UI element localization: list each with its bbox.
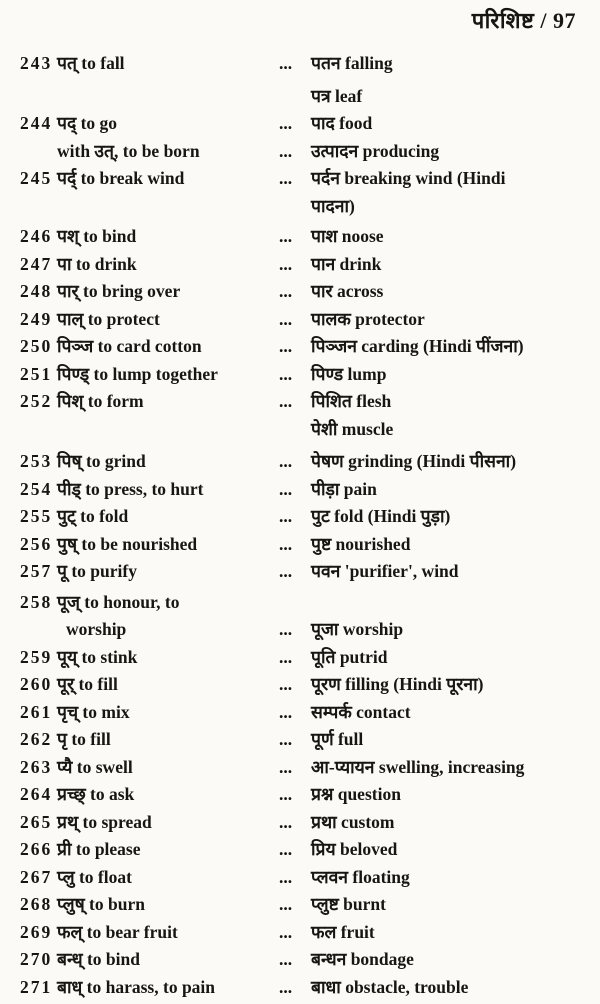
ellipsis-separator: ...: [279, 53, 293, 73]
entry-row: [20, 448, 594, 476]
entry-derived-word: प्लवन floating: [311, 866, 410, 887]
ellipsis-separator: ...: [279, 839, 293, 859]
entry-row: [20, 361, 594, 389]
entry-row: [20, 754, 594, 782]
entry-row: [20, 333, 594, 361]
entry-row: [20, 671, 594, 699]
entry-row: [20, 946, 594, 974]
entry-root-meaning: पत् to fall: [57, 53, 125, 73]
ellipsis-separator: ...: [279, 140, 293, 161]
entry-derived-word: [309, 589, 594, 617]
entry-root-meaning: पूज् to honour, to: [57, 591, 180, 612]
entry-number: 245: [20, 168, 53, 188]
ellipsis-separator: ...: [279, 226, 293, 246]
entry-derived-word: बाधा obstacle, trouble: [311, 976, 469, 997]
entry-number: 243: [20, 53, 53, 73]
entry-root-meaning: प्री to please: [57, 839, 141, 859]
entry-derived-word: पुट fold (Hindi पुड़ा): [311, 506, 451, 526]
ellipsis-separator: ...: [279, 784, 293, 804]
entry-number: [20, 616, 57, 644]
entry-number: 250: [20, 336, 53, 356]
entry-number: 262: [20, 729, 53, 749]
entry-root-meaning: पश् to bind: [57, 226, 137, 246]
entry-derived-word: पत्र leaf: [311, 85, 363, 106]
entry-root-meaning: प्लु to float: [57, 866, 132, 887]
ellipsis-separator: ...: [279, 976, 293, 997]
ellipsis-separator: ...: [279, 281, 293, 301]
entry-derived-word: पूजा worship: [311, 619, 404, 639]
ellipsis-separator: ...: [279, 391, 293, 411]
entry-root-meaning: पाल् to protect: [57, 308, 160, 329]
entry-root-meaning: पू to purify: [57, 561, 137, 581]
entry-row: [20, 503, 594, 531]
ellipsis-separator: ...: [279, 168, 293, 188]
entry-root-meaning: बाध् to harass, to pain: [57, 976, 216, 997]
entry-derived-word: पेषण grinding (Hindi पीसना): [311, 451, 517, 471]
entry-root-meaning: पीड् to press, to hurt: [57, 478, 204, 499]
entry-row: [20, 223, 594, 251]
ellipsis-separator: ...: [279, 533, 293, 554]
entry-derived-word: पवन 'purifier', wind: [311, 561, 459, 581]
entry-row: [20, 110, 594, 138]
entry-number: 264: [20, 784, 53, 804]
entry-root-meaning: with उत्, to be born: [57, 140, 200, 161]
entry-row: [20, 83, 594, 111]
entry-row: [20, 251, 594, 279]
entry-derived-word: पादना): [311, 195, 355, 216]
entry-row: [20, 919, 594, 947]
entry-derived-word: पार across: [311, 281, 384, 301]
entry-root-meaning: पिञ्ज to card cotton: [57, 336, 202, 356]
entry-root-meaning: बन्ध् to bind: [57, 949, 140, 969]
entry-root-meaning: प्लुष् to burn: [57, 894, 145, 914]
entry-derived-word: पुष्ट nourished: [311, 533, 411, 554]
entry-root-meaning: [57, 83, 279, 111]
ellipsis-separator: ...: [279, 478, 293, 499]
entry-row: [20, 278, 594, 306]
entry-number: 254: [20, 478, 53, 499]
entry-root-meaning: पिष् to grind: [57, 451, 146, 471]
entry-derived-word: पान drink: [311, 253, 382, 274]
entry-root-meaning: पर्द् to break wind: [57, 168, 185, 188]
page-header: [472, 5, 576, 35]
entry-root-meaning: पुष् to be nourished: [57, 533, 198, 554]
ellipsis-separator: ...: [279, 619, 293, 639]
entry-derived-word: पाश noose: [311, 226, 384, 246]
entry-root-meaning: [57, 193, 279, 221]
entry-number: 257: [20, 561, 53, 581]
page-title: परिशिष्ट / 97: [471, 8, 576, 33]
entry-number: 265: [20, 811, 53, 832]
entry-derived-word: प्रिय beloved: [311, 839, 398, 859]
ellipsis-separator: [279, 83, 309, 111]
entry-row: [20, 699, 594, 727]
entry-derived-word: फल fruit: [311, 921, 375, 942]
ellipsis-separator: ...: [279, 253, 293, 274]
entry-root-meaning: पृच् to mix: [57, 701, 130, 722]
entry-derived-word: पेशी muscle: [311, 418, 394, 439]
entry-derived-word: उत्पादन producing: [311, 140, 440, 161]
entry-row: [20, 558, 594, 586]
entry-derived-word: पूरण filling (Hindi पूरना): [311, 674, 484, 694]
ellipsis-separator: ...: [279, 336, 293, 356]
entry-number: 252: [20, 391, 53, 411]
entry-number: 271: [20, 976, 53, 997]
entry-number: 253: [20, 451, 53, 471]
entry-root-meaning: पा to drink: [57, 253, 137, 274]
ellipsis-separator: ...: [279, 646, 293, 667]
entry-row: [20, 165, 594, 193]
entry-derived-word: प्लुष्ट burnt: [311, 894, 386, 914]
entry-root-meaning: पूय् to stink: [57, 646, 138, 667]
entry-number: 256: [20, 533, 53, 554]
entry-derived-word: पीड़ा pain: [311, 478, 377, 499]
entry-row: [20, 531, 594, 559]
entry-root-meaning: पृ to fill: [57, 729, 111, 749]
ellipsis-separator: ...: [279, 921, 293, 942]
entry-derived-word: प्रथा custom: [311, 811, 395, 832]
entry-number: 249: [20, 308, 53, 329]
entry-root-meaning: [57, 416, 279, 444]
entry-number: 258: [20, 591, 53, 612]
ellipsis-separator: ...: [279, 674, 293, 694]
entry-number: 266: [20, 839, 53, 859]
entry-root-meaning: प्रच्छ् to ask: [57, 784, 135, 804]
entry-number: 261: [20, 701, 53, 722]
entry-number: 270: [20, 949, 53, 969]
entry-row: [20, 416, 594, 444]
ellipsis-separator: ...: [279, 308, 293, 329]
entry-row: [20, 974, 594, 1002]
entry-root-meaning: प्रथ् to spread: [57, 811, 152, 832]
entry-number: 246: [20, 226, 53, 246]
entry-root-meaning: पार् to bring over: [57, 281, 181, 301]
entry-number: 263: [20, 756, 53, 777]
ellipsis-separator: ...: [279, 756, 293, 777]
entry-number: 260: [20, 674, 53, 694]
entry-row: [20, 781, 594, 809]
ellipsis-separator: [279, 589, 309, 617]
entry-derived-word: आ-प्यायन swelling, increasing: [311, 756, 525, 777]
ellipsis-separator: ...: [279, 894, 293, 914]
entry-derived-word: पिशित flesh: [311, 391, 392, 411]
entry-number: [20, 138, 57, 166]
entry-number: 267: [20, 866, 53, 887]
entry-row: [20, 809, 594, 837]
entry-root-meaning: पद् to go: [57, 113, 118, 133]
entry-row: [20, 616, 594, 644]
entry-derived-word: प्रश्न question: [311, 784, 401, 804]
entry-number: [20, 193, 57, 221]
ellipsis-separator: [279, 193, 309, 221]
ellipsis-separator: [279, 416, 309, 444]
entry-root-meaning: पिण्ड् to lump together: [57, 363, 218, 384]
entry-number: 269: [20, 921, 53, 942]
ellipsis-separator: ...: [279, 866, 293, 887]
entry-derived-word: पूति putrid: [311, 646, 388, 667]
entry-row: [20, 726, 594, 754]
ellipsis-separator: ...: [279, 811, 293, 832]
entry-row: [20, 193, 594, 221]
entry-derived-word: पिञ्जन carding (Hindi पींजना): [311, 336, 524, 356]
ellipsis-separator: ...: [279, 701, 293, 722]
ellipsis-separator: ...: [279, 451, 293, 471]
ellipsis-separator: ...: [279, 506, 293, 526]
root-entries-list: [20, 50, 594, 1001]
ellipsis-separator: ...: [279, 363, 293, 384]
entry-row: [20, 476, 594, 504]
entry-row: [20, 388, 594, 416]
entry-derived-word: पाद food: [311, 113, 373, 133]
entry-root-meaning: worship: [66, 619, 127, 639]
entry-row: [20, 836, 594, 864]
entry-row: [20, 306, 594, 334]
entry-root-meaning: पूर् to fill: [57, 674, 118, 694]
entry-number: 244: [20, 113, 53, 133]
ellipsis-separator: ...: [279, 113, 293, 133]
ellipsis-separator: ...: [279, 729, 293, 749]
entry-row: [20, 589, 594, 617]
entry-number: [20, 83, 57, 111]
entry-root-meaning: पुट् to fold: [57, 506, 129, 526]
entry-derived-word: पालक protector: [311, 308, 425, 329]
entry-derived-word: सम्पर्क contact: [311, 701, 411, 722]
entry-derived-word: पूर्ण full: [311, 729, 364, 749]
entry-number: [20, 416, 57, 444]
entry-number: 248: [20, 281, 53, 301]
ellipsis-separator: ...: [279, 949, 293, 969]
entry-row: [20, 891, 594, 919]
entry-number: 259: [20, 646, 53, 667]
entry-row: [20, 644, 594, 672]
entry-root-meaning: फल् to bear fruit: [57, 921, 178, 942]
entry-row: [20, 138, 594, 166]
ellipsis-separator: ...: [279, 561, 293, 581]
entry-derived-word: बन्धन bondage: [311, 949, 414, 969]
entry-number: 251: [20, 363, 53, 384]
entry-root-meaning: पिश् to form: [57, 391, 144, 411]
entry-number: 247: [20, 253, 53, 274]
entry-derived-word: पिण्ड lump: [311, 363, 387, 384]
entry-derived-word: पतन falling: [311, 53, 393, 73]
entry-number: 255: [20, 506, 53, 526]
entry-row: [20, 864, 594, 892]
entry-row: [20, 50, 594, 78]
entry-derived-word: पर्दन breaking wind (Hindi: [311, 168, 506, 188]
entry-root-meaning: प्यै to swell: [57, 756, 133, 777]
entry-number: 268: [20, 894, 53, 914]
